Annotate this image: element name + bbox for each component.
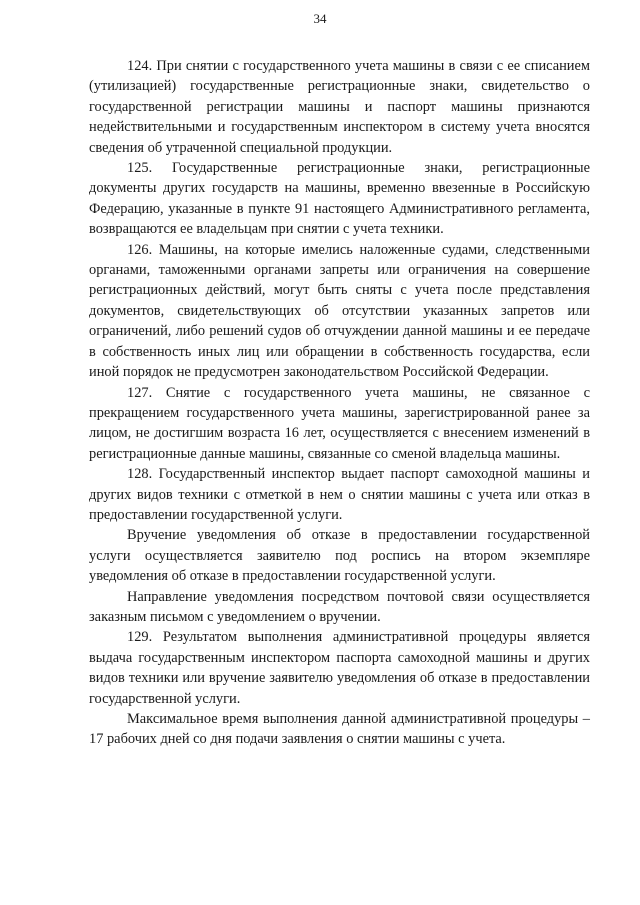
paragraph-126: 126. Машины, на которые имелись наложенные судами, следственными органами, таможенными органами запреты или ограничения на совершение регистрационных действий, могут быть сняты с учета после представления документов, свидетельствующих об отсутствии указанных запретов или ограничений, либо решений судов об отчуждении данной машины и ее передаче в собственность иных лиц или обращении в собственность государства, если иной порядок не предусмотрен законодательством Российской Федерации.	[89, 241, 590, 381]
paragraph-129: 129. Результатом выполнения административной процедуры является выдача государственным инспектором паспорта самоходной машины и других видов техники или вручение заявителю уведомления об отказе в предоставлении государственной услуги.	[89, 629, 590, 707]
document-body	[89, 56, 590, 750]
paragraph-128-delivery: Вручение уведомления об отказе в предоставлении государственной услуги осуществляется заявителю под роспись на втором экземпляре уведомления об отказе в предоставлении государственной услуги.	[89, 527, 590, 585]
paragraph-128: 128. Государственный инспектор выдает паспорт самоходной машины и других видов техники с отметкой в нем о снятии машины с учета или отказ в предоставлении государственной услуги.	[89, 466, 590, 523]
paragraph-128-postal: Направление уведомления посредством почтовой связи осуществляется заказным письмом с уведомлением о вручении.	[89, 588, 590, 625]
paragraph-127: 127. Снятие с государственного учета машины, не связанное с прекращением государственного учета машины, зарегистрированной ранее за лицом, не достигшим возраста 16 лет, осуществляется с внесением изменений в регистрационные данные машины, связанные со сменой владельца машины.	[89, 384, 590, 462]
paragraph-125: 125. Государственные регистрационные знаки, регистрационные документы других государств на машины, временно ввезенные в Российскую Федерацию, указанные в пункте 91 настоящего Административного регламента, возвращаются ее владельцам при снятии с учета техники.	[89, 160, 590, 238]
paragraph-129-max-time: Максимальное время выполнения данной административной процедуры – 17 рабочих дней со дня подачи заявления о снятии машины с учета.	[89, 711, 590, 748]
page-number: 34	[313, 11, 327, 26]
paragraph-124: 124. При снятии с государственного учета машины в связи с ее списанием (утилизацией) государственные регистрационные знаки, свидетельство о государственной регистрации машины и паспорт машины признаются недействительными и государственным инспектором в систему учета вносятся сведения об утраченной специальной продукции.	[89, 58, 590, 156]
